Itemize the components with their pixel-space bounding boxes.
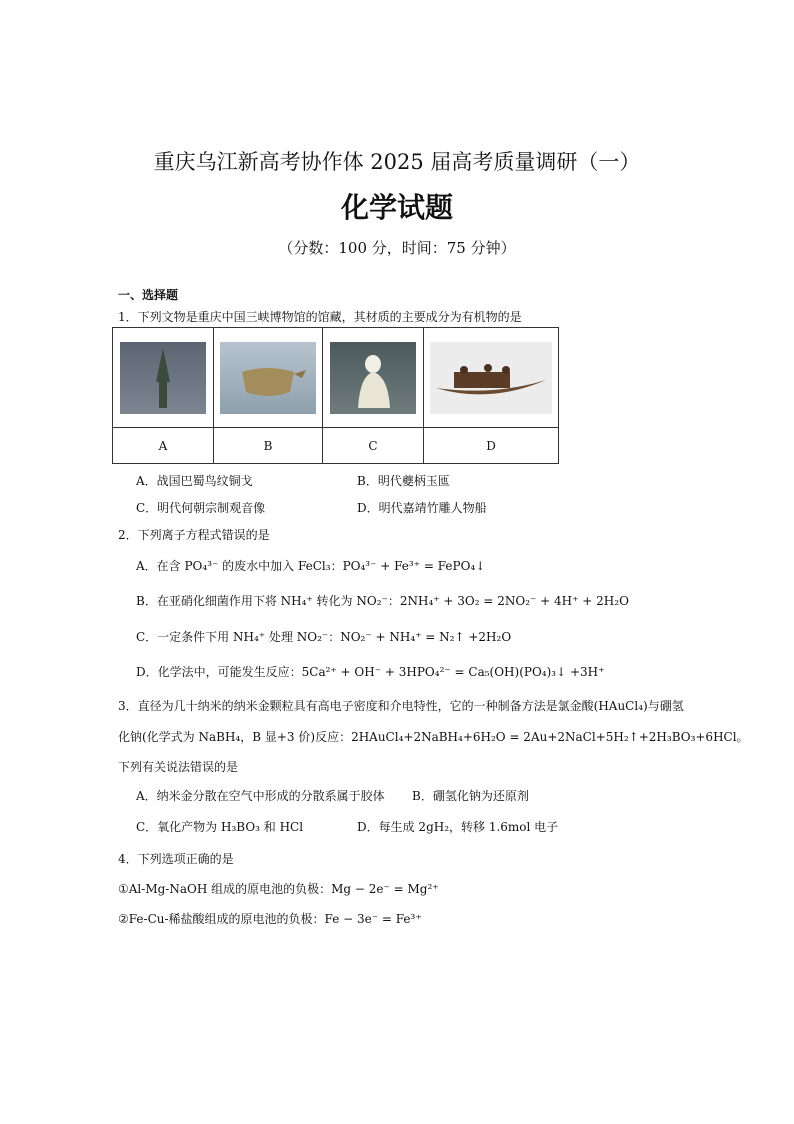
artifact-image-a — [113, 328, 214, 428]
cell-label-a: A — [113, 428, 214, 464]
q2-option-a: A．在含 PO₄³⁻ 的废水中加入 FeCl₃：PO₄³⁻ + Fe³⁺ = FePO₄↓ — [136, 559, 486, 573]
question-3-line-1: 3．直径为几十纳米的纳米金颗粒具有高电子密度和介电特性，它的一种制备方法是氯金酸(HAuCl₄)与硼氢 — [118, 699, 684, 713]
question-2-stem: 2．下列离子方程式错误的是 — [118, 528, 270, 542]
question-4-stem: 4．下列选项正确的是 — [118, 852, 234, 866]
artifact-table — [112, 327, 559, 464]
q1-option-a: A．战国巴蜀鸟纹铜戈 — [136, 474, 253, 488]
q2-option-d: D．化学法中，可能发生反应：5Ca²⁺ + OH⁻ + 3HPO₄²⁻ = Ca₅(OH)(PO₄)₃↓ +3H⁺ — [136, 665, 605, 679]
cell-label-c: C — [323, 428, 424, 464]
question-3-line-3: 下列有关说法错误的是 — [118, 760, 239, 774]
q4-item-2: ②Fe-Cu-稀盐酸组成的原电池的负极：Fe − 3e⁻ = Fe³⁺ — [118, 912, 422, 926]
artifact-image-d — [424, 328, 559, 428]
q4-item-1: ①Al-Mg-NaOH 组成的原电池的负极：Mg − 2e⁻ = Mg²⁺ — [118, 882, 439, 896]
q3-option-c: C．氧化产物为 H₃BO₃ 和 HCl — [136, 820, 304, 834]
exam-title: 重庆乌江新高考协作体 2025 届高考质量调研（一） — [153, 150, 641, 174]
q1-option-c: C．明代何朝宗制观音像 — [136, 501, 266, 515]
subject-title: 化学试题 — [340, 191, 453, 224]
artifact-image-c — [323, 328, 424, 428]
q1-option-b: B．明代夔柄玉匜 — [357, 474, 450, 488]
section-heading: 一、选择题 — [118, 288, 179, 302]
q3-option-a: A．纳米金分散在空气中形成的分散系属于胶体 — [136, 789, 385, 803]
cell-label-d: D — [424, 428, 559, 464]
q2-option-b: B．在亚硝化细菌作用下将 NH₄⁺ 转化为 NO₂⁻：2NH₄⁺ + 3O₂ = 2NO₂⁻ + 4H⁺ + 2H₂O — [136, 594, 629, 608]
q1-option-d: D．明代嘉靖竹雕人物船 — [357, 501, 487, 515]
exam-info: （分数：100 分，时间：75 分钟） — [278, 239, 516, 257]
question-1-stem: 1．下列文物是重庆中国三峡博物馆的馆藏，其材质的主要成分为有机物的是 — [118, 310, 522, 324]
q3-option-b: B．硼氢化钠为还原剂 — [412, 789, 529, 803]
cell-label-b: B — [214, 428, 323, 464]
q3-option-d: D．每生成 2gH₂，转移 1.6mol 电子 — [357, 820, 559, 834]
q2-option-c: C．一定条件下用 NH₄⁺ 处理 NO₂⁻：NO₂⁻ + NH₄⁺ = N₂↑ +2H₂O — [136, 630, 512, 644]
artifact-image-b — [214, 328, 323, 428]
question-3-line-2: 化钠(化学式为 NaBH₄，B 显+3 价)反应：2HAuCl₄+2NaBH₄+6H₂O = 2Au+2NaCl+5H₂↑+2H₃BO₃+6HCl。 — [118, 730, 749, 744]
